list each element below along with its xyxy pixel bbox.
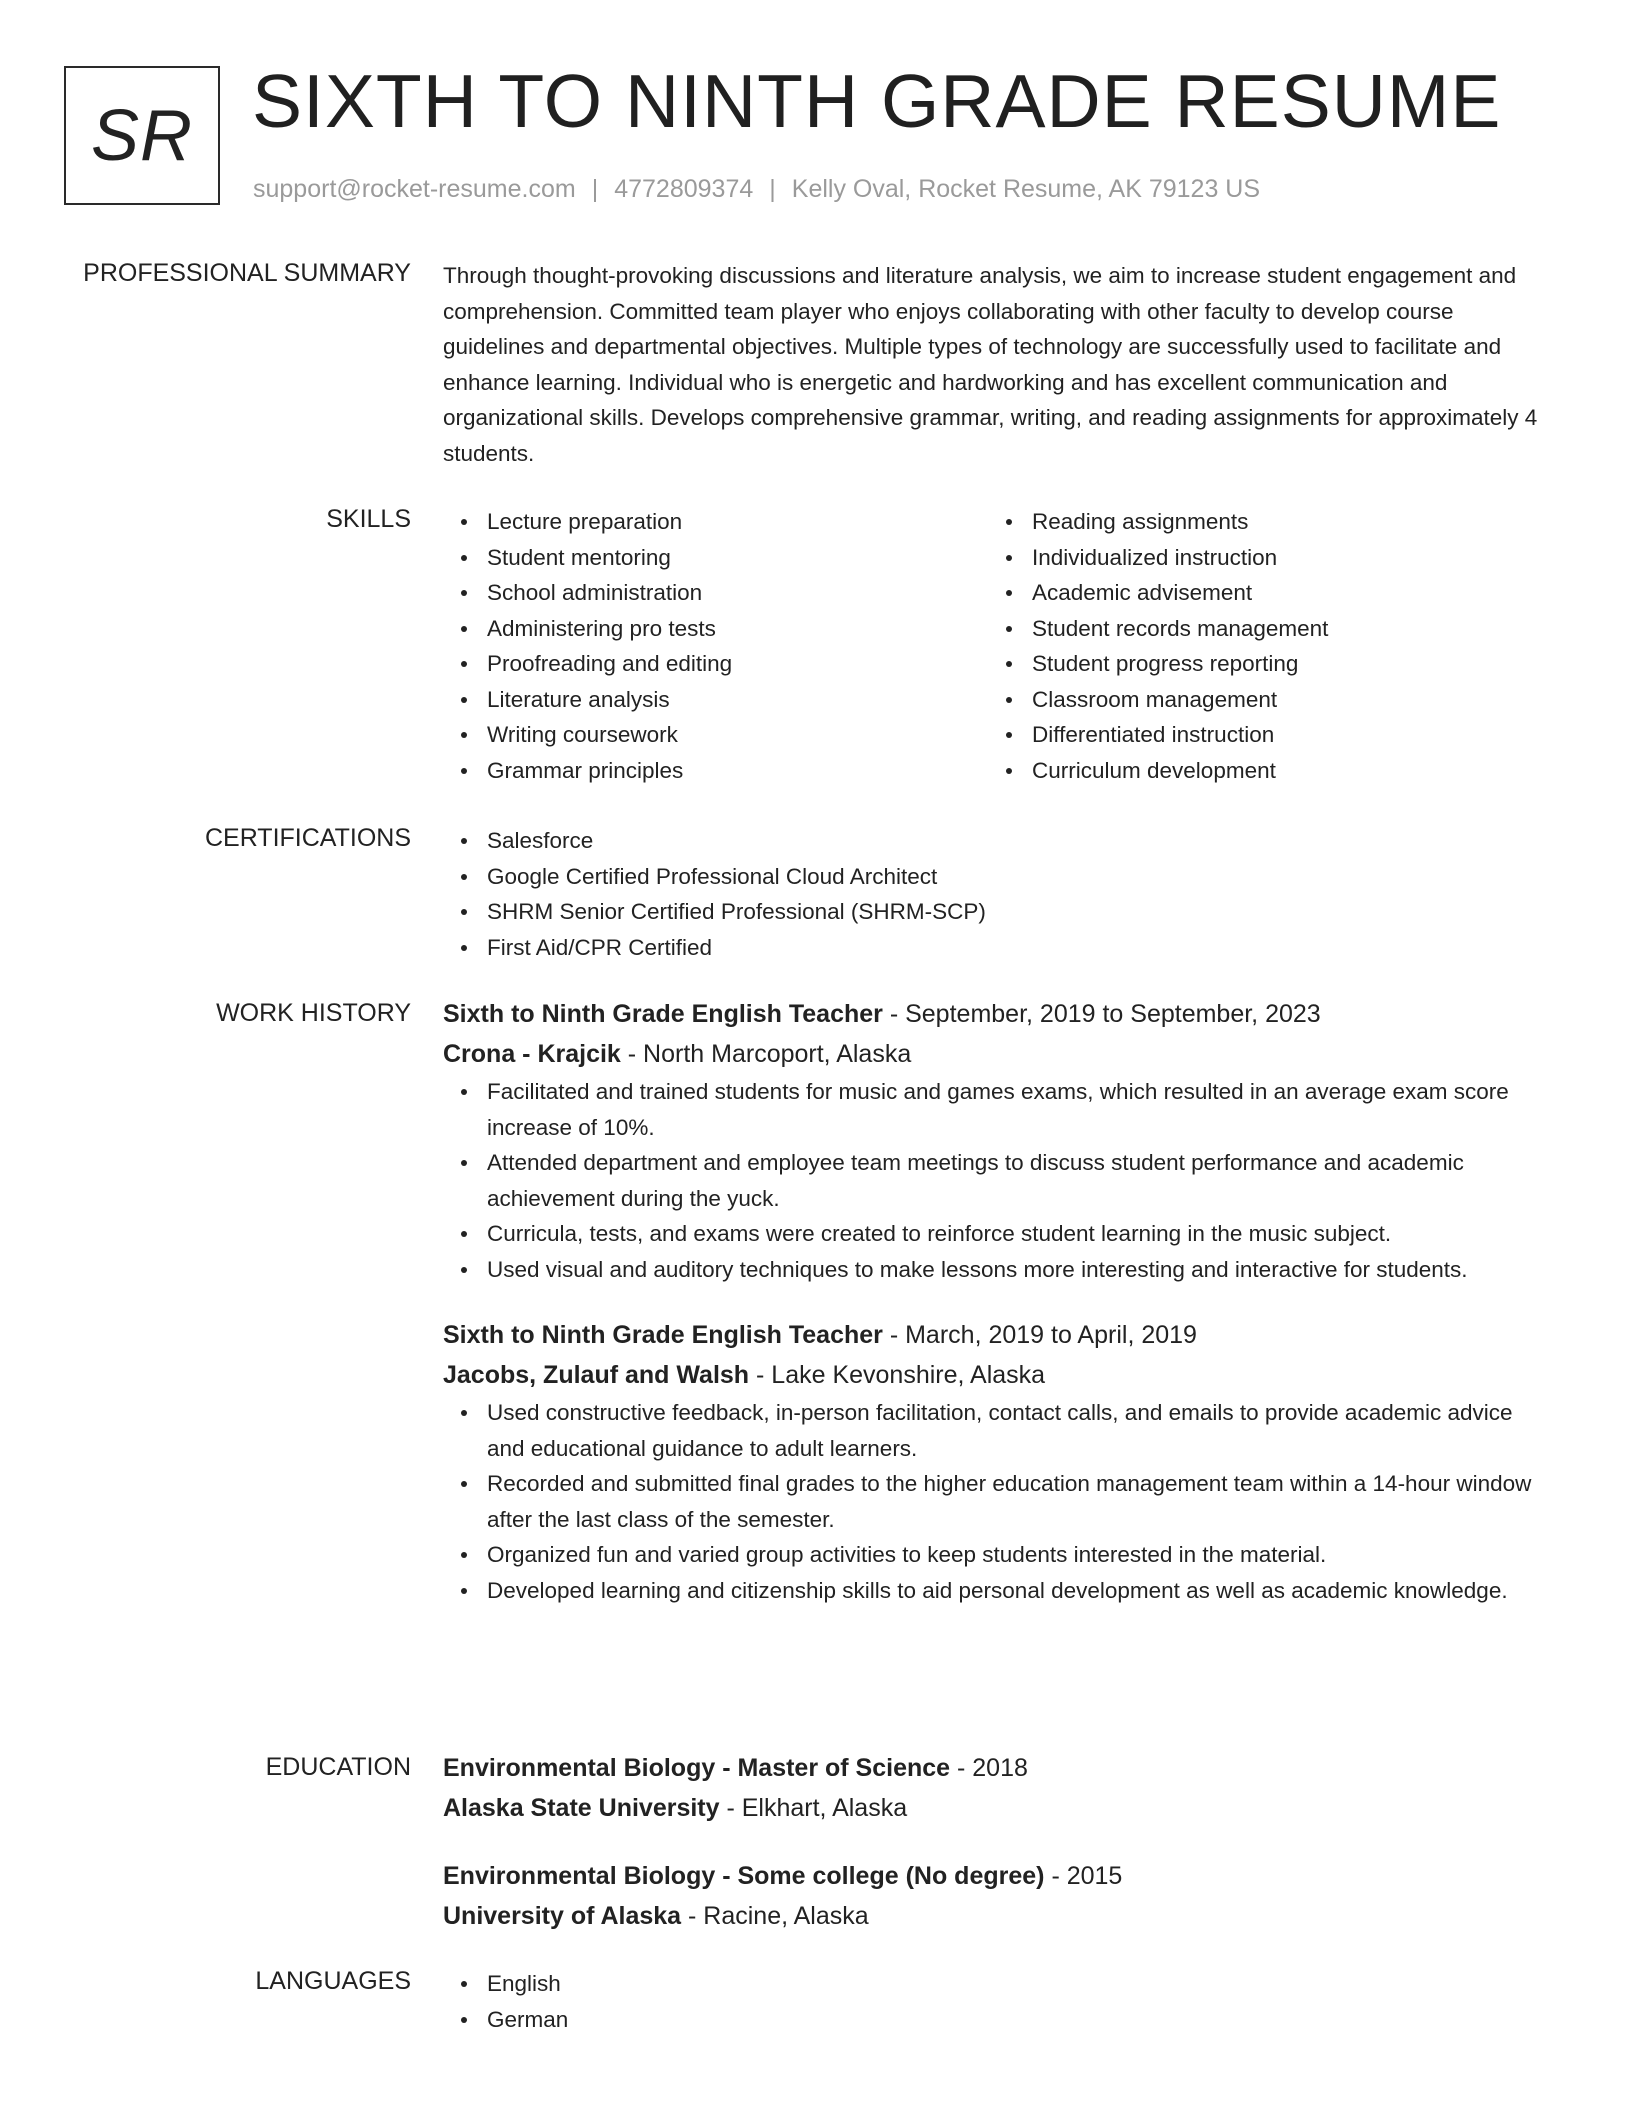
job-title-line bbox=[443, 994, 1555, 1034]
certifications-list bbox=[443, 823, 1555, 965]
initials-monogram: SR bbox=[64, 66, 220, 205]
education-location: - Elkhart, Alaska bbox=[719, 1794, 908, 1822]
skill-item: Curriculum development bbox=[988, 753, 1533, 789]
skill-item: Student progress reporting bbox=[988, 646, 1533, 682]
education-school: University of Alaska bbox=[443, 1902, 682, 1930]
skill-item: Grammar principles bbox=[443, 753, 988, 789]
skill-item: Classroom management bbox=[988, 682, 1533, 718]
skill-item: Proofreading and editing bbox=[443, 646, 988, 682]
certification-item: First Aid/CPR Certified bbox=[443, 930, 1555, 966]
skill-item: Reading assignments bbox=[988, 504, 1533, 540]
education-year: - 2018 bbox=[950, 1754, 1028, 1782]
skill-item: Administering pro tests bbox=[443, 611, 988, 647]
skill-item: School administration bbox=[443, 575, 988, 611]
skill-item: Writing coursework bbox=[443, 717, 988, 753]
education-degree: Environmental Biology - Master of Science bbox=[443, 1754, 951, 1782]
job-company: Crona - Krajcik bbox=[443, 1040, 621, 1068]
job-duties-list bbox=[443, 1395, 1555, 1608]
contact-separator: | bbox=[591, 175, 599, 203]
job-duty: Used visual and auditory techniques to make lessons more interesting and interactive for students. bbox=[443, 1252, 1555, 1288]
language-item: English bbox=[443, 1966, 1555, 2002]
skills-list-left bbox=[443, 504, 988, 788]
skill-item: Lecture preparation bbox=[443, 504, 988, 540]
languages-list bbox=[443, 1966, 1555, 2037]
job-duty: Facilitated and trained students for music and games exams, which resulted in an average exam score increase of 10%. bbox=[443, 1074, 1555, 1145]
job-duty: Attended department and employee team meetings to discuss student performance and academic achievement during the yuck. bbox=[443, 1145, 1555, 1216]
education-degree-line bbox=[443, 1856, 1555, 1896]
education-location: - Racine, Alaska bbox=[681, 1902, 869, 1930]
job-entry bbox=[443, 994, 1555, 1287]
contact-email[interactable]: support@rocket-resume.com bbox=[253, 175, 576, 203]
section-title-skills: SKILLS bbox=[326, 505, 411, 533]
job-duty: Organized fun and varied group activities to keep students interested in the material. bbox=[443, 1537, 1555, 1573]
skill-item: Differentiated instruction bbox=[988, 717, 1533, 753]
education-entry bbox=[443, 1856, 1555, 1936]
education-degree-line bbox=[443, 1748, 1555, 1788]
job-duty: Curricula, tests, and exams were created to reinforce student learning in the music subject. bbox=[443, 1216, 1555, 1252]
education-school-line bbox=[443, 1788, 1555, 1828]
job-duty: Recorded and submitted final grades to the higher education management team within a 14-hour window after the last class of the semester. bbox=[443, 1466, 1555, 1537]
job-company-line bbox=[443, 1355, 1555, 1395]
education-school: Alaska State University bbox=[443, 1794, 720, 1822]
section-title-languages: LANGUAGES bbox=[255, 1967, 411, 1995]
job-duties-list bbox=[443, 1074, 1555, 1287]
skill-item: Individualized instruction bbox=[988, 540, 1533, 576]
section-title-education: EDUCATION bbox=[265, 1753, 411, 1781]
education-degree: Environmental Biology - Some college (No degree) bbox=[443, 1862, 1045, 1890]
job-company: Jacobs, Zulauf and Walsh bbox=[443, 1361, 750, 1389]
education-school-line bbox=[443, 1896, 1555, 1936]
skills-list-right bbox=[988, 504, 1533, 788]
job-company-line bbox=[443, 1034, 1555, 1074]
language-item: German bbox=[443, 2002, 1555, 2038]
job-role: Sixth to Ninth Grade English Teacher bbox=[443, 1321, 883, 1349]
job-dates: - March, 2019 to April, 2019 bbox=[882, 1321, 1197, 1349]
job-duty: Used constructive feedback, in-person facilitation, contact calls, and emails to provide academic advice and educational guidance to adult learners. bbox=[443, 1395, 1555, 1466]
job-location: - Lake Kevonshire, Alaska bbox=[749, 1361, 1046, 1389]
contact-separator: | bbox=[769, 175, 776, 203]
skills-columns bbox=[443, 504, 1555, 788]
certification-item: Google Certified Professional Cloud Architect bbox=[443, 859, 1555, 895]
skill-item: Academic advisement bbox=[988, 575, 1533, 611]
job-entry bbox=[443, 1315, 1555, 1608]
education-entry bbox=[443, 1748, 1555, 1828]
contact-phone[interactable]: 4772809374 bbox=[614, 175, 754, 203]
skill-item: Student records management bbox=[988, 611, 1533, 647]
job-dates: - September, 2019 to September, 2023 bbox=[882, 1000, 1321, 1028]
section-title-summary: PROFESSIONAL SUMMARY bbox=[83, 259, 411, 287]
job-duty: Developed learning and citizenship skills to aid personal development as well as academic knowledge. bbox=[443, 1573, 1555, 1609]
contact-line bbox=[253, 172, 1260, 206]
section-title-certifications: CERTIFICATIONS bbox=[204, 824, 411, 852]
certification-item: SHRM Senior Certified Professional (SHRM-SCP) bbox=[443, 894, 1555, 930]
job-role: Sixth to Ninth Grade English Teacher bbox=[443, 1000, 883, 1028]
education-year: - 2015 bbox=[1044, 1862, 1123, 1890]
section-title-work: WORK HISTORY bbox=[216, 999, 411, 1027]
summary-text: Through thought-provoking discussions and literature analysis, we aim to increase student engagement and comprehension. Committed team player who enjoys collaborating with other faculty to develop course guidelines and departmental objectives. Multiple types of technology are successfully used to facilitate and enhance learning. Individual who is energetic and hardworking and has excellent communication and organizational skills. Develops comprehensive grammar, writing, and reading assignments for approximately 4 students. bbox=[443, 263, 1538, 466]
certification-item: Salesforce bbox=[443, 823, 1555, 859]
skill-item: Student mentoring bbox=[443, 540, 988, 576]
resume-title: SIXTH TO NINTH GRADE RESUME bbox=[252, 59, 1502, 143]
contact-address: Kelly Oval, Rocket Resume, AK 79123 US bbox=[791, 175, 1261, 203]
skill-item: Literature analysis bbox=[443, 682, 988, 718]
job-location: - North Marcoport, Alaska bbox=[620, 1040, 912, 1068]
job-title-line bbox=[443, 1315, 1555, 1355]
